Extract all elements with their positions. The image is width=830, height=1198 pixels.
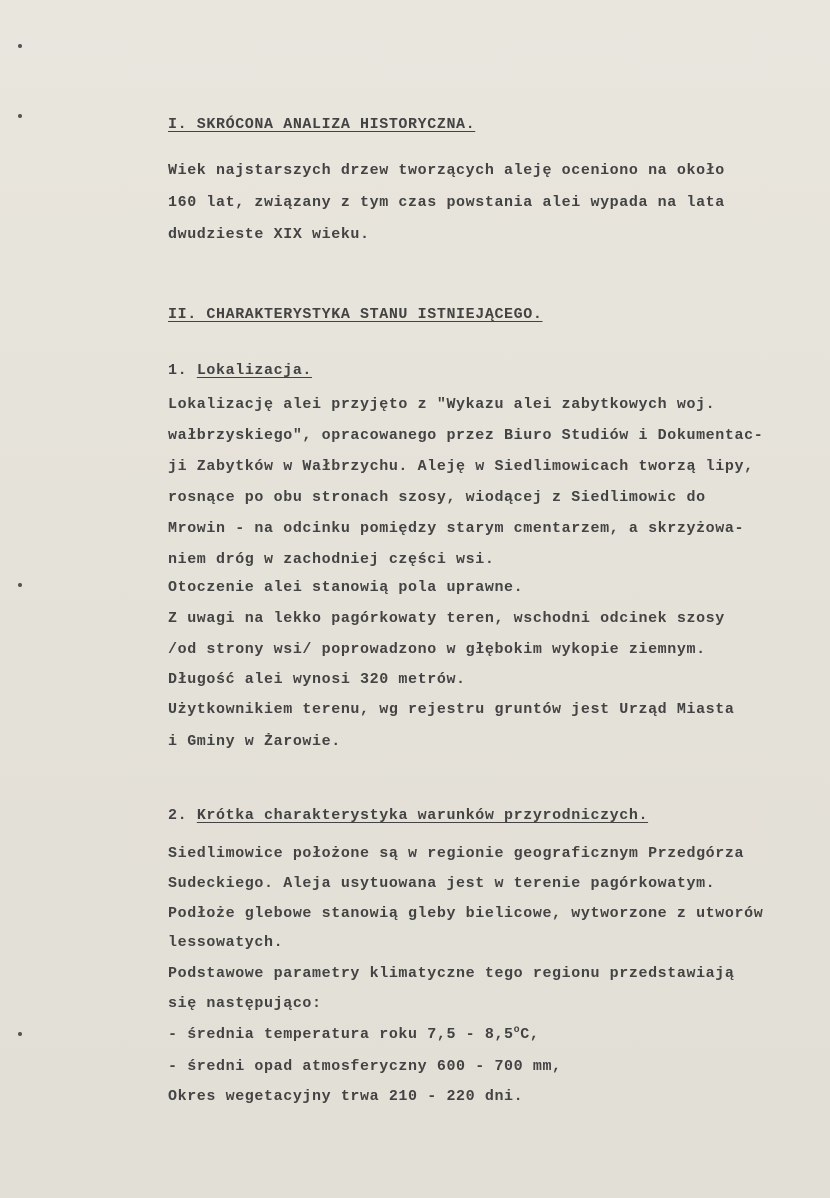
subsection-2-line: Siedlimowice położone są w regionie geograficznym Przedgórza: [168, 845, 745, 862]
subsection-2-number: 2.: [168, 807, 188, 824]
subsection-2-line: Podłoże glebowe stanowią gleby bielicowe, wytworzone z utworów: [168, 905, 764, 922]
section-1-line: 160 lat, związany z tym czas powstania alei wypada na lata: [168, 194, 725, 211]
subsection-2-heading: [168, 807, 648, 824]
punch-hole-middle: [18, 583, 22, 587]
subsection-1-line: Użytkownikiem terenu, wg rejestru gruntów jest Urząd Miasta: [168, 701, 735, 718]
temperature-line: [168, 1025, 539, 1043]
subsection-1-line: Mrowin - na odcinku pomiędzy starym cmentarzem, a skrzyżowa-: [168, 520, 745, 537]
subsection-1-line: Otoczenie alei stanowią pola uprawne.: [168, 579, 524, 596]
subsection-1-line: wałbrzyskiego", opracowanego przez Biuro Studiów i Dokumentac-: [168, 427, 764, 444]
subsection-1-line: rosnące po obu stronach szosy, wiodącej z Siedlimowic do: [168, 489, 706, 506]
subsection-1-line: ji Zabytków w Wałbrzychu. Aleję w Siedlimowicach tworzą lipy,: [168, 458, 754, 475]
section-1-line: dwudzieste XIX wieku.: [168, 226, 370, 243]
subsection-2-title: Krótka charakterystyka warunków przyrodniczych.: [196, 807, 649, 824]
subsection-2-line: Okres wegetacyjny trwa 210 - 220 dni.: [168, 1088, 524, 1105]
subsection-1-line: Lokalizację alei przyjęto z "Wykazu alei zabytkowych woj.: [168, 396, 716, 413]
subsection-1-line: Długość alei wynosi 320 metrów.: [168, 671, 466, 688]
subsection-2-line: Sudeckiego. Aleja usytuowana jest w terenie pagórkowatym.: [168, 875, 716, 892]
subsection-2-line: - średni opad atmosferyczny 600 - 700 mm,: [168, 1058, 562, 1075]
subsection-1-number: 1.: [168, 362, 188, 379]
section-1-heading: I. SKRÓCONA ANALIZA HISTORYCZNA.: [168, 116, 476, 133]
subsection-1-line: /od strony wsi/ poprowadzono w głębokim wykopie ziemnym.: [168, 641, 706, 658]
subsection-2-line: się następująco:: [168, 995, 322, 1012]
section-2-heading: II. CHARAKTERYSTYKA STANU ISTNIEJĄCEGO.: [168, 306, 543, 323]
degree-sign: o: [513, 1025, 521, 1036]
punch-hole-top: [18, 44, 22, 48]
punch-hole-upper: [18, 114, 22, 118]
subsection-1-title: Lokalizacja.: [196, 362, 313, 379]
subsection-1-heading: [168, 362, 312, 379]
subsection-1-line: Z uwagi na lekko pagórkowaty teren, wschodni odcinek szosy: [168, 610, 725, 627]
subsection-1-line: i Gminy w Żarowie.: [168, 733, 341, 750]
subsection-1-line: niem dróg w zachodniej części wsi.: [168, 551, 495, 568]
temperature-text: - średnia temperatura roku 7,5 - 8,5: [168, 1026, 514, 1043]
subsection-2-line: Podstawowe parametry klimatyczne tego regionu przedstawiają: [168, 965, 735, 982]
temperature-unit: C,: [520, 1026, 540, 1043]
punch-hole-lower: [18, 1032, 22, 1036]
subsection-2-line: lessowatych.: [168, 934, 284, 951]
section-1-line: Wiek najstarszych drzew tworzących aleję oceniono na około: [168, 162, 725, 179]
